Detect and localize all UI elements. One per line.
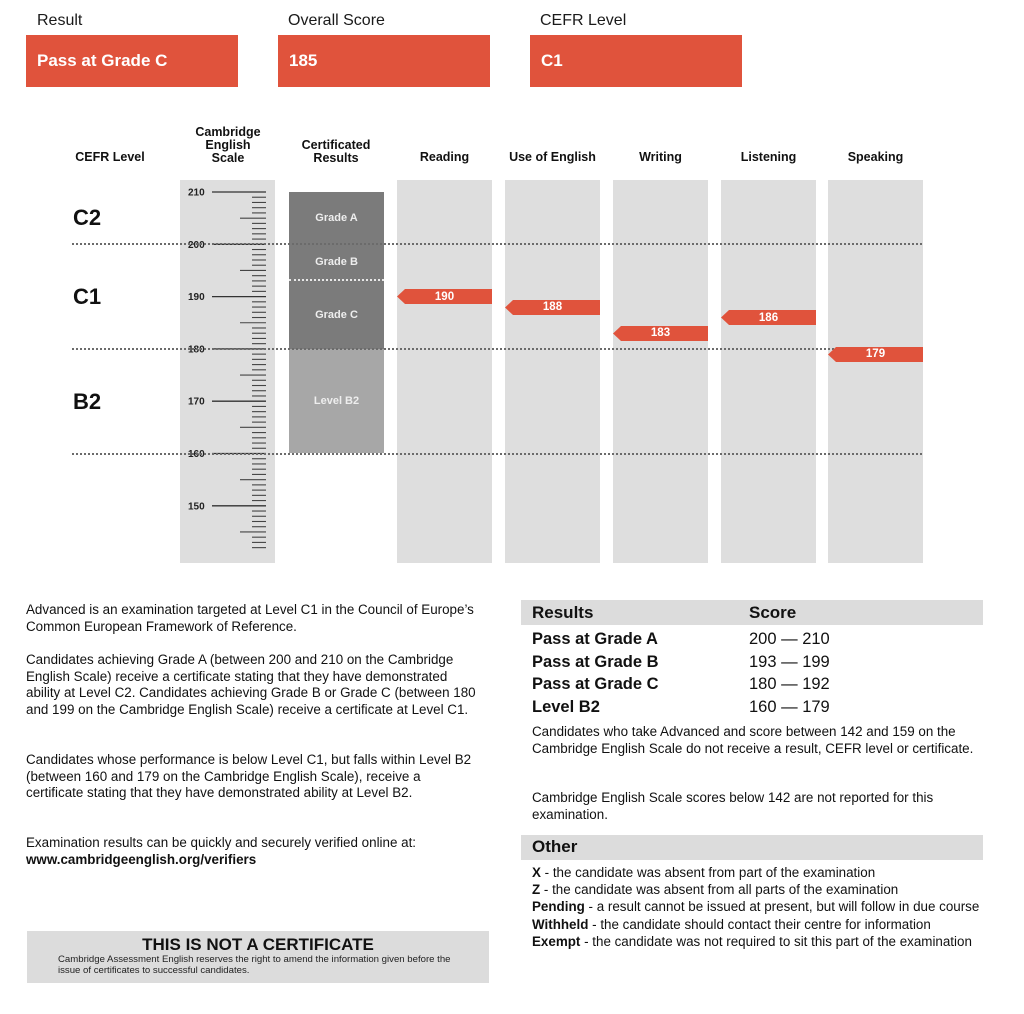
skill-column-reading: [397, 180, 492, 563]
column-header-listening: Listening: [740, 150, 797, 164]
skill-column-use-of-english: [505, 180, 600, 563]
result-value: Pass at Grade C: [26, 35, 238, 87]
other-code: Withheld: [532, 916, 589, 932]
scale-tick-label: 210: [188, 187, 205, 199]
column-header-use-of-english: Use of English: [509, 150, 596, 164]
result-name: Level B2: [532, 697, 600, 716]
column-header-reading: Reading: [419, 150, 470, 164]
result-name: Pass at Grade B: [532, 652, 659, 671]
score-marker-listening: [721, 310, 816, 325]
score-marker-label: 183: [650, 327, 671, 340]
result-score-range: 200 — 210: [749, 630, 830, 648]
results-note-1: Candidates who take Advanced and score between 142 and 159 on the Cambridge English Scale do not receive a result, CEFR level or certificate.: [532, 724, 974, 756]
other-code-description: - the candidate was absent from part of the examination: [540, 865, 876, 880]
other-code-description: - the candidate should contact their centre for information: [588, 916, 931, 932]
scale-tick-label: 200: [188, 239, 205, 251]
cefr-level-label: CEFR Level: [540, 12, 627, 29]
not-a-certificate-notice: [27, 931, 489, 983]
score-marker-reading: [397, 289, 492, 304]
scale-tick-label: 150: [188, 501, 205, 513]
other-code: Z: [532, 882, 541, 898]
results-column-header: Results: [532, 603, 594, 622]
score-marker-writing: [613, 326, 708, 341]
certificated-block-grade-c: Grade C: [289, 281, 384, 349]
other-code-item: [532, 898, 987, 915]
certificated-block-grade-a: Grade A: [289, 192, 384, 244]
info-paragraph-1: Advanced is an examination targeted at Level C1 in the Council of Europe’s Common European Framework of Reference.: [26, 602, 474, 634]
column-header-writing: Writing: [639, 150, 682, 164]
column-header-speaking: Speaking: [847, 150, 904, 164]
result-score-range: 160 — 179: [749, 697, 830, 716]
scale-tick-label: 180: [188, 344, 205, 356]
other-code: X: [532, 865, 541, 880]
result-name: Pass at Grade A: [532, 630, 658, 648]
overall-score-label: Overall Score: [288, 12, 385, 29]
overall-score-value: 185: [278, 35, 490, 87]
info-paragraph-4: Examination results can be quickly and securely verified online at:: [26, 835, 417, 850]
cefr-column-header: CEFR Level: [75, 150, 145, 164]
other-code-description: - a result cannot be issued at present, but will follow in due course: [584, 899, 980, 915]
other-code: Exempt: [532, 933, 581, 949]
cefr-boundary-line: [72, 453, 922, 455]
scale-tick-label: 160: [188, 449, 205, 460]
notice-title: THIS IS NOT A CERTIFICATE: [142, 935, 374, 954]
cefr-level-value: C1: [530, 35, 742, 87]
other-code-item: [532, 864, 987, 881]
cefr-level-b2: B2: [73, 389, 102, 414]
other-code-description: - the candidate was not required to sit this part of the examination: [580, 933, 972, 949]
info-paragraph-2: Candidates achieving Grade A (between 200 and 210 on the Cambridge English Scale) receive a certificate stating that they have demonstrated ability at Level C2. Candidates achieving Grade B or Grade C (between 180 and 199 on the Cambridge English Scale) receive a certificate at Level C1.: [26, 652, 476, 717]
score-marker-speaking: [828, 347, 923, 362]
info-paragraph-3: Candidates whose performance is below Level C1, but falls within Level B2 (between 160 and 179 on the Cambridge English Scale), receive a certificate stating that they have demonstrated ability at Level B2.: [26, 752, 472, 801]
result-label: Result: [37, 12, 83, 29]
scale-tick-label: 170: [188, 396, 205, 408]
score-marker-label: 186: [758, 311, 779, 324]
other-code-description: - the candidate was absent from all parts of the examination: [540, 882, 899, 898]
skill-column-speaking: [828, 180, 923, 563]
result-score-range: 193 — 199: [749, 652, 830, 671]
certificated-block-level-b2: Level B2: [289, 349, 384, 454]
skill-column-writing: [613, 180, 708, 563]
certificated-block-grade-b: Grade B: [289, 244, 384, 281]
score-marker-use-of-english: [505, 300, 600, 315]
cefr-level-c1: C1: [73, 284, 102, 309]
score-marker-label: 188: [542, 301, 563, 314]
results-note-2: Cambridge English Scale scores below 142 are not reported for this examination.: [532, 790, 934, 822]
other-code-item: [532, 916, 987, 933]
cefr-boundary-line: [72, 348, 922, 350]
notice-subtitle: Cambridge Assessment English reserves the right to amend the information given before the issue of certificates to successful candidates.: [58, 954, 451, 976]
other-header: [521, 835, 983, 860]
verify-link[interactable]: www.cambridgeenglish.org/verifiers: [26, 852, 257, 867]
other-code-item: [532, 881, 987, 898]
results-table-header: [521, 600, 983, 625]
other-title: Other: [532, 837, 578, 856]
scale-tick-label: 190: [188, 292, 205, 304]
cefr-level-c2: C2: [73, 205, 102, 230]
other-code: Pending: [532, 899, 585, 915]
score-column-header: Score: [749, 603, 797, 622]
scale-column-header: Cambridge English Scale: [195, 125, 261, 165]
cefr-boundary-line: [72, 243, 922, 245]
certificated-column-header: Certificated Results: [301, 138, 371, 165]
cambridge-english-scale-ruler: [180, 180, 275, 563]
other-codes-list: [532, 864, 987, 950]
score-marker-label: 190: [434, 290, 455, 303]
result-score-range: 180 — 192: [749, 675, 830, 693]
other-code-item: [532, 933, 987, 950]
skill-column-listening: [721, 180, 816, 563]
result-name: Pass at Grade C: [532, 675, 659, 693]
score-marker-label: 179: [865, 348, 886, 361]
